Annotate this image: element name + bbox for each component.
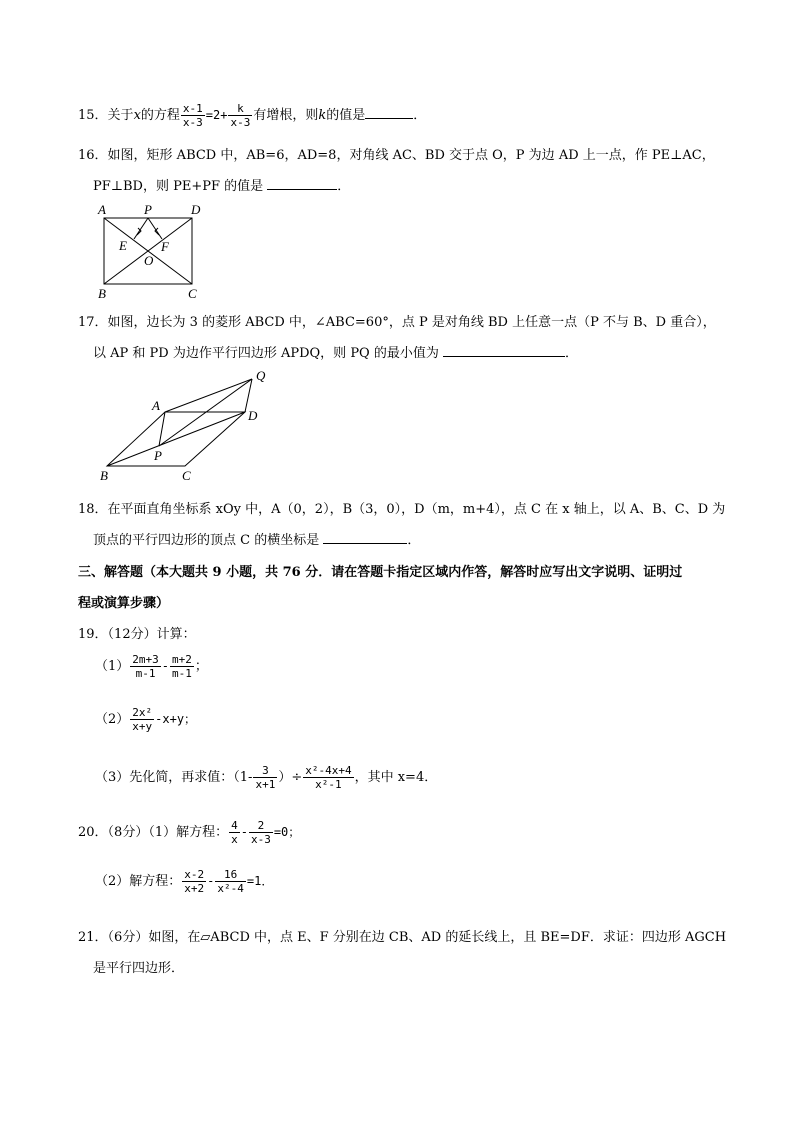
diagonal-bd xyxy=(107,412,245,466)
q16-rectangle-figure xyxy=(92,200,212,302)
q19-title: 19．（12分）计算： xyxy=(78,627,196,642)
segment-aq xyxy=(165,379,252,412)
q18-answer-blank xyxy=(323,531,407,544)
label-o: O xyxy=(144,253,154,268)
label-b: B xyxy=(100,468,108,483)
q19-p2-rest: -x+y； xyxy=(155,712,197,726)
q15-text-tail: 的值是 xyxy=(326,108,366,123)
q15-text-mid: 的方程 xyxy=(140,108,180,123)
q19-p3-open: （1- xyxy=(233,770,253,785)
q20-p2-fraction-2: $\frac{16}{\text{x²-4}}$ xyxy=(217,868,244,895)
q20-part-2 xyxy=(95,862,273,901)
q17-end: ． xyxy=(565,346,579,361)
label-d: D xyxy=(191,202,201,217)
q16-line-1: 16．如图，矩形 ABCD 中，AB=6，AD=8，对角线 AC、BD 交于点 O，P 为边 AD 上一点，作 PE⊥AC， xyxy=(78,148,715,163)
q15-number: 15． xyxy=(78,108,108,123)
label-q: Q xyxy=(256,368,266,383)
q19-p1-fraction-1: $\frac{2m+3}{m-1}$ xyxy=(132,653,159,680)
q17-rhombus-figure xyxy=(92,366,272,486)
q19-p3-fraction-2: $\frac{\text{x²-4x+4}}{\text{x²-1}}$ xyxy=(305,764,352,791)
q15-var-x: x xyxy=(133,108,141,123)
q17-line-1: 17．如图，边长为 3 的菱形 ABCD 中，∠ABC=60°，点 P 是对角线 BD 上任意一点（P 不与 B、D 重合）， xyxy=(78,315,716,330)
q16-end: ． xyxy=(337,179,351,194)
label-c: C xyxy=(188,286,197,301)
q16-text: PF⊥BD，则 PE+PF 的值是 xyxy=(93,179,264,194)
q20-p1-label: 20．（8分）（1）解方程： xyxy=(78,825,229,840)
q16-answer-blank xyxy=(267,177,337,190)
perp-pe xyxy=(134,218,148,239)
label-b: B xyxy=(98,286,106,301)
label-e: E xyxy=(119,238,127,253)
q15-text-post: 有增根，则 xyxy=(253,108,319,123)
perp-pf xyxy=(148,218,162,239)
label-c: C xyxy=(182,468,191,483)
q17-text: 以 AP 和 PD 为边作平行四边形 APDQ，则 PQ 的最小值为 xyxy=(93,346,439,361)
label-f: F xyxy=(161,239,169,254)
q19-p3-tail: ，其中 x=4． xyxy=(354,770,438,785)
section-3-heading-line-1: 三、解答题（本大题共 9 小题，共 76 分．请在答题卡指定区域内作答，解答时应写出文字说明、证明过 xyxy=(78,565,683,580)
q18-line-2 xyxy=(93,529,420,548)
q15-fraction-2: $\frac{k}{x-3}$ xyxy=(230,102,251,129)
q20-p1-fraction-1: $\frac{4}{x}$ xyxy=(231,819,238,846)
q20-p2-fraction-1: $\frac{x-2}{x+2}$ xyxy=(184,868,205,895)
q19-part-1 xyxy=(95,648,208,685)
q18-text: 顶点的平行四边形的顶点 C 的横坐标是 xyxy=(93,533,320,548)
q18-line-1: 18．在平面直角坐标系 xOy 中，A（0，2），B（3，0），D（m，m+4），点 C 在 x 轴上，以 A、B、C、D 为 xyxy=(78,502,726,517)
q20-p2-minus: - xyxy=(207,874,215,888)
q19-p3-label: （3）先化简，再求值： xyxy=(95,770,234,785)
q19-part-2 xyxy=(95,700,196,739)
q20-p1-fraction-2: $\frac{2}{x-3}$ xyxy=(250,819,271,846)
q20-part-1 xyxy=(78,814,300,851)
q19-p3-fraction-1: $\frac{3}{x+1}$ xyxy=(255,764,276,791)
q15-answer-blank xyxy=(365,106,413,119)
q16-line-2 xyxy=(93,175,350,194)
label-p: P xyxy=(144,202,152,217)
q20-p1-end: =0； xyxy=(273,825,301,839)
q15-end: ． xyxy=(413,108,427,123)
q17-line-2 xyxy=(93,342,578,361)
q19-p1-minus: - xyxy=(161,659,170,673)
q20-p1-minus: - xyxy=(240,825,248,839)
label-p: P xyxy=(154,448,162,463)
q19-part-3 xyxy=(95,758,437,798)
question-15 xyxy=(78,98,426,133)
label-a: A xyxy=(98,202,106,217)
q17-answer-blank xyxy=(443,344,565,357)
q15-var-k: k xyxy=(318,108,327,123)
q19-p1-fraction-2: $\frac{m+2}{m-1}$ xyxy=(172,653,192,680)
section-3-heading-line-2: 程或演算步骤） xyxy=(78,596,170,611)
q15-equals: =2+ xyxy=(205,108,228,122)
q15-text-pre: 关于 xyxy=(107,108,134,123)
q20-p2-end: =1． xyxy=(246,874,274,888)
q19-p3-close: ）÷ xyxy=(278,770,303,785)
q20-p2-label: （2）解方程： xyxy=(95,874,182,889)
q18-end: ． xyxy=(407,533,421,548)
q21-line-1: 21．（6分）如图，在▱ABCD 中，点 E、F 分别在边 CB、AD 的延长线上，且 BE=DF．求证：四边形 AGCH xyxy=(78,930,727,945)
q19-p2-fraction: $\frac{\text{2x²}}{x+y}$ xyxy=(132,706,153,733)
q19-p1-end: ； xyxy=(194,659,208,674)
q15-fraction-1: $\frac{x-1}{x-3}$ xyxy=(182,102,203,129)
label-d: D xyxy=(248,408,258,423)
q19-p1-label: （1） xyxy=(95,659,130,674)
label-a: A xyxy=(152,398,160,413)
q21-line-2: 是平行四边形． xyxy=(93,961,185,976)
q19-p2-label: （2） xyxy=(95,712,130,727)
